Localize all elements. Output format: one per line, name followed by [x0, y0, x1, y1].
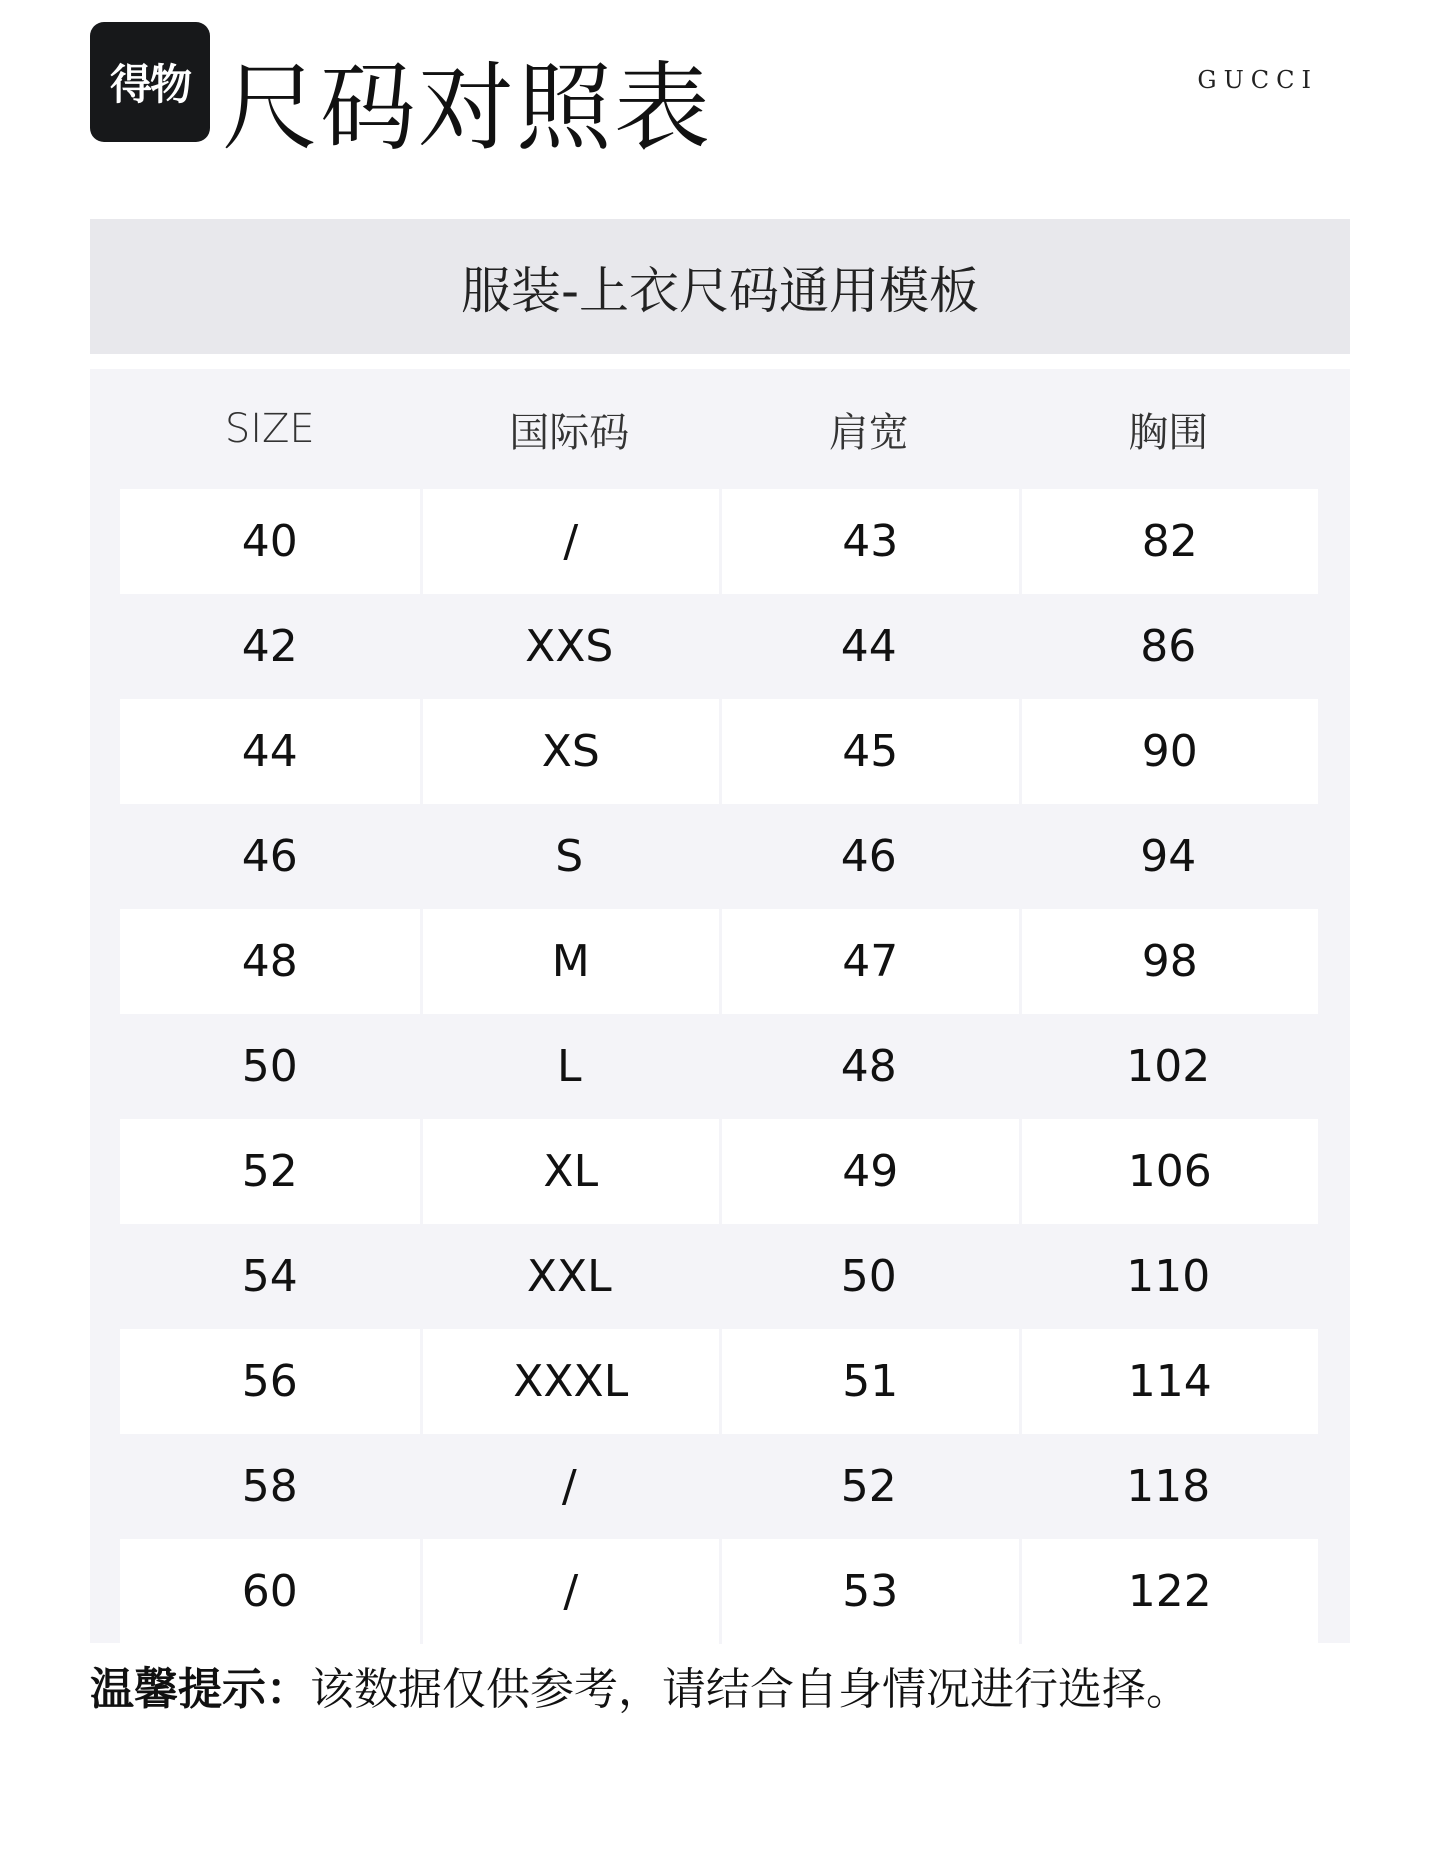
- app-logo: [90, 22, 210, 142]
- cell-chest: 82: [1019, 489, 1319, 594]
- table-subtitle: [90, 219, 1350, 354]
- table-row: [120, 804, 1318, 909]
- size-table: [90, 369, 1350, 1643]
- column-header-chest: 胸围: [1128, 409, 1209, 456]
- column-header-intl-size: 国际码: [509, 409, 630, 456]
- table-header: [120, 369, 1318, 489]
- cell-intl-size: XS: [420, 699, 720, 804]
- table-row: [120, 1329, 1318, 1434]
- cell-intl-size: M: [420, 909, 720, 1014]
- table-row: [120, 1224, 1318, 1329]
- cell-shoulder: 44: [840, 621, 897, 672]
- cell-size: 58: [241, 1461, 298, 1512]
- cell-intl-size: /: [420, 1539, 720, 1644]
- cell-shoulder: 52: [840, 1461, 897, 1512]
- cell-size: 52: [120, 1119, 420, 1224]
- cell-shoulder: 49: [719, 1119, 1019, 1224]
- cell-shoulder: 46: [840, 831, 897, 882]
- table-row: [120, 1539, 1318, 1644]
- subtitle-text: 服装-上衣尺码通用模板: [460, 261, 980, 320]
- cell-intl-size: /: [561, 1461, 577, 1512]
- page-title: 尺码对照表: [222, 52, 712, 164]
- cell-size: 46: [241, 831, 298, 882]
- cell-chest: 98: [1019, 909, 1319, 1014]
- cell-shoulder: 48: [840, 1041, 897, 1092]
- cell-shoulder: 47: [719, 909, 1019, 1014]
- table-body: [120, 489, 1318, 1644]
- cell-size: 40: [120, 489, 420, 594]
- table-row: [120, 909, 1318, 1014]
- cell-intl-size: L: [556, 1041, 582, 1092]
- table-row: [120, 1434, 1318, 1539]
- cell-chest: 86: [1140, 621, 1197, 672]
- cell-intl-size: S: [555, 831, 584, 882]
- cell-chest: 110: [1126, 1251, 1211, 1302]
- table-row: [120, 699, 1318, 804]
- cell-shoulder: 53: [719, 1539, 1019, 1644]
- table-row: [120, 489, 1318, 594]
- cell-size: 44: [120, 699, 420, 804]
- cell-shoulder: 43: [719, 489, 1019, 594]
- column-header-shoulder: 肩宽: [828, 409, 909, 456]
- cell-intl-size: XXXL: [420, 1329, 720, 1434]
- notice-text: 该数据仅供参考，请结合自身情况进行选择。: [310, 1664, 1190, 1715]
- cell-intl-size: XXL: [526, 1251, 612, 1302]
- column-header-size: SIZE: [224, 406, 315, 452]
- cell-chest: 118: [1126, 1461, 1211, 1512]
- cell-intl-size: XL: [420, 1119, 720, 1224]
- notice-label: 温馨提示：: [90, 1664, 310, 1715]
- table-row: [120, 1014, 1318, 1119]
- cell-intl-size: XXS: [525, 621, 614, 672]
- cell-size: 60: [120, 1539, 420, 1644]
- cell-chest: 122: [1019, 1539, 1319, 1644]
- cell-intl-size: /: [420, 489, 720, 594]
- brand-name: GUCCI: [1197, 66, 1318, 94]
- logo-text: 得物: [109, 60, 190, 109]
- cell-size: 54: [241, 1251, 298, 1302]
- table-row: [120, 594, 1318, 699]
- cell-chest: 114: [1019, 1329, 1319, 1434]
- notice: [90, 1660, 1190, 1720]
- table-row: [120, 1119, 1318, 1224]
- cell-chest: 106: [1019, 1119, 1319, 1224]
- cell-size: 56: [120, 1329, 420, 1434]
- cell-size: 50: [241, 1041, 298, 1092]
- cell-size: 48: [120, 909, 420, 1014]
- cell-chest: 94: [1140, 831, 1197, 882]
- cell-shoulder: 50: [840, 1251, 897, 1302]
- cell-shoulder: 45: [719, 699, 1019, 804]
- cell-shoulder: 51: [719, 1329, 1019, 1434]
- cell-chest: 102: [1126, 1041, 1211, 1092]
- cell-size: 42: [241, 621, 298, 672]
- cell-chest: 90: [1019, 699, 1319, 804]
